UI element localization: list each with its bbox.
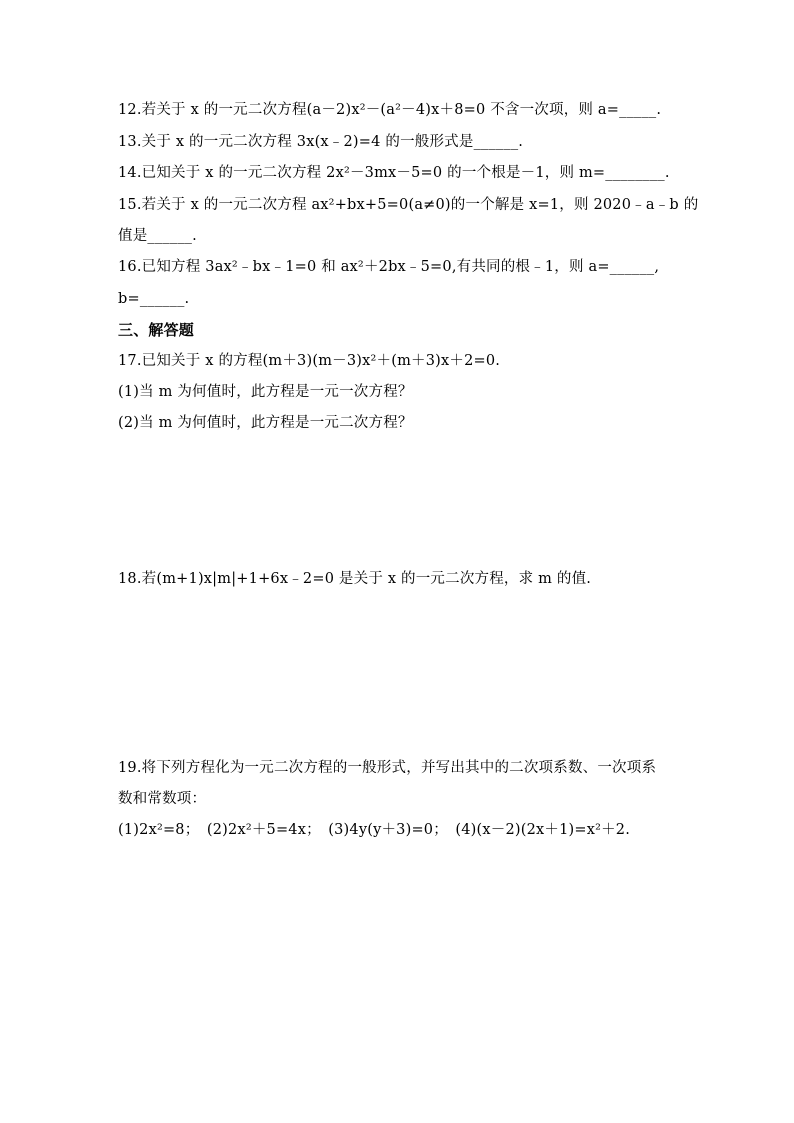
question-18: 18.若(m+1)x|m|+1+6x﹣2=0 是关于 x 的一元二次方程，求 m 的值. [118,571,592,587]
question-13: 13.关于 x 的一元二次方程 3x(x﹣2)=4 的一般形式是______. [118,134,524,150]
question-19-parts: (1)2x²=8； (2)2x²＋5=4x； (3)4y(y＋3)=0； (4)(x－2)(2x＋1)=x²＋2. [118,822,631,838]
question-15-line-2: 值是______. [118,228,197,244]
question-17-stem: 17.已知关于 x 的方程(m＋3)(m－3)x²＋(m＋3)x＋2=0. [118,353,501,369]
question-17-part-1: (1)当 m 为何值时，此方程是一元一次方程？ [118,384,413,400]
section-heading-answer-questions: 三、解答题 [118,321,195,339]
question-19-line-1: 19.将下列方程化为一元二次方程的一般形式，并写出其中的二次项系数、一次项系 [118,760,657,776]
question-16-line-2: b=______. [118,291,190,307]
question-15-line-1: 15.若关于 x 的一元二次方程 ax²+bx+5=0(a≠0)的一个解是 x=1，则 2020﹣a﹣b 的 [118,197,699,213]
question-16-line-1: 16.已知方程 3ax²﹣bx﹣1=0 和 ax²＋2bx﹣5=0,有共同的根﹣1，则 a=______, [118,259,660,275]
question-14: 14.已知关于 x 的一元二次方程 2x²－3mx－5=0 的一个根是－1，则 m=________. [118,165,670,181]
question-17-part-2: (2)当 m 为何值时，此方程是一元二次方程？ [118,415,413,431]
question-12: 12.若关于 x 的一元二次方程(a－2)x²－(a²－4)x＋8=0 不含一次项，则 a=_____. [118,102,662,118]
question-19-line-2: 数和常数项： [118,791,207,807]
